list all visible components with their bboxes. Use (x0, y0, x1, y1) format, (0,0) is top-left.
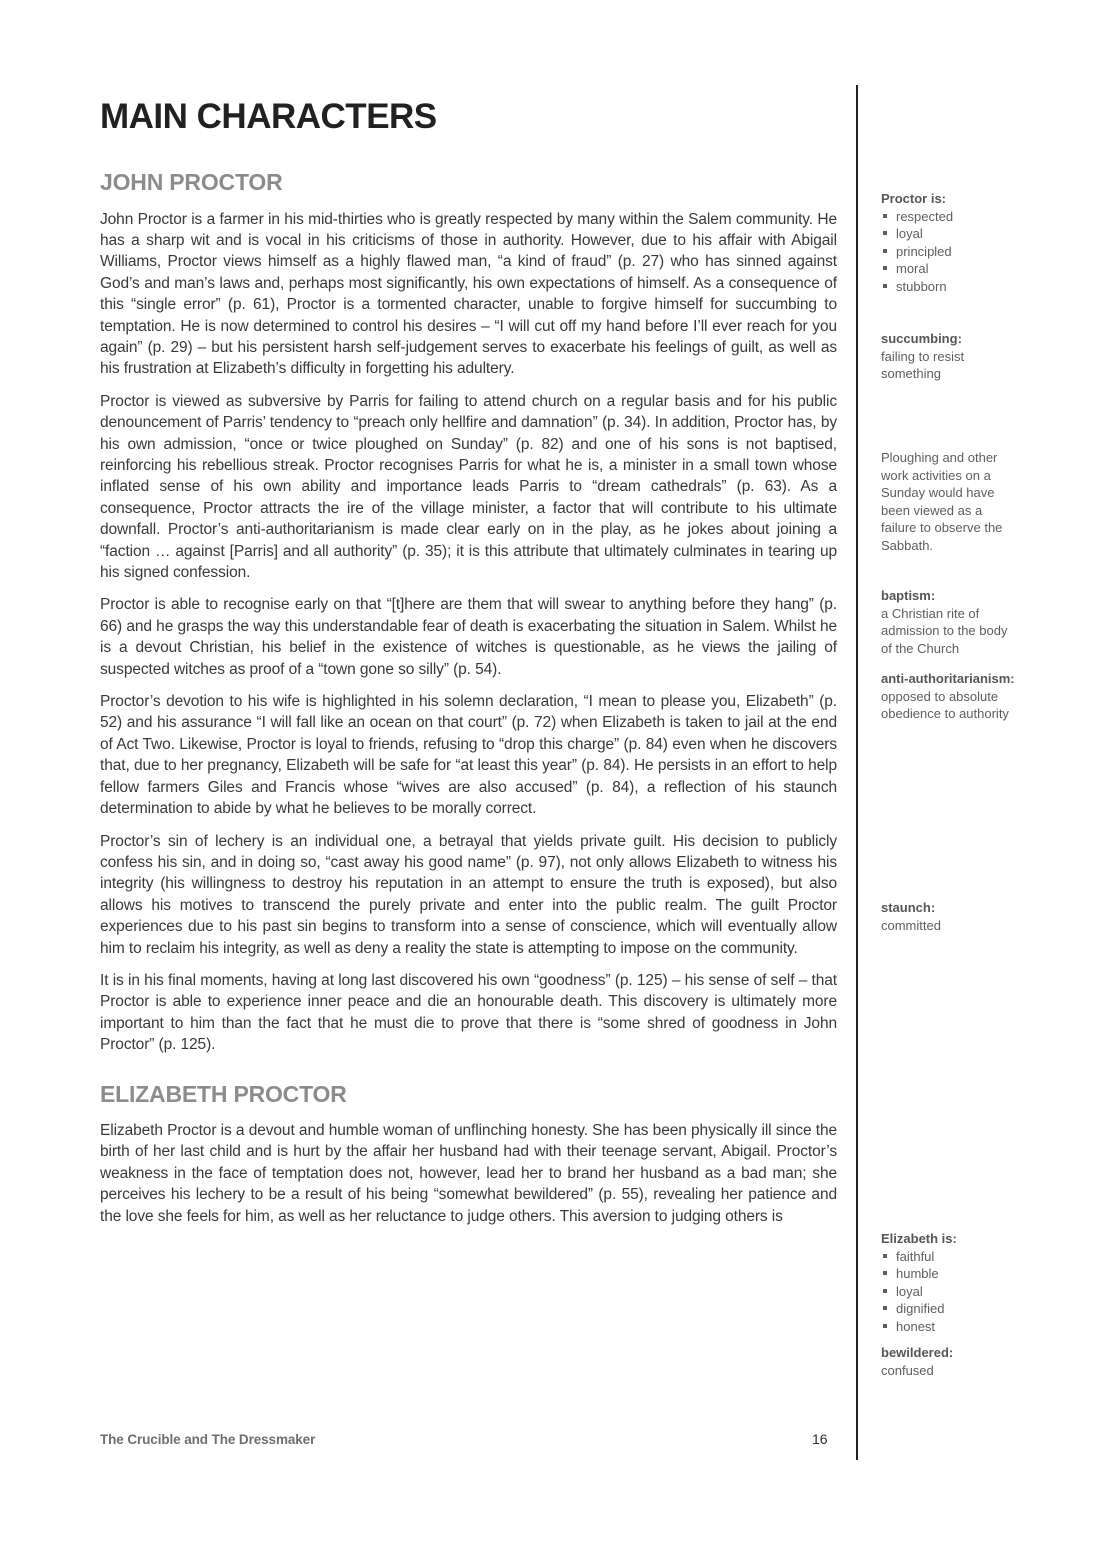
section-elizabeth-proctor (100, 1082, 837, 1227)
margin-note-baptism (881, 587, 1015, 657)
trait-item (881, 278, 1015, 296)
square-bullet-icon (883, 284, 887, 288)
margin-note-elizabeth-traits (881, 1230, 1015, 1335)
square-bullet-icon (883, 1306, 887, 1310)
glossary-definition: opposed to absolute obedience to authority (881, 688, 1009, 721)
vertical-divider-rule (856, 85, 858, 1460)
trait-label: honest (896, 1318, 936, 1334)
square-bullet-icon (883, 249, 887, 253)
trait-item (881, 1283, 1015, 1301)
trait-item (881, 208, 1015, 226)
square-bullet-icon (883, 231, 887, 235)
trait-label: loyal (896, 1283, 923, 1299)
glossary-definition: failing to resist something (881, 348, 965, 381)
paragraph: John Proctor is a farmer in his mid-thirties who is greatly respected by many within the Salem community. He has a sharp wit and is vocal in his criticisms of those in authority. However, due to his affair with Abigail Williams, Proctor views himself as a highly flawed man, “a kind of fraud” (p. 27) who has sinned against God’s and man’s laws and, perhaps most significantly, his own expectations of himself. As a consequence of this “single error” (p. 61), Proctor is a tormented character, unable to forgive himself for succumbing to temptation. He is now determined to control his desires – “I will cut off my hand before I’ll ever reach for you again” (p. 29) – but his persistent harsh self-judgement serves to exacerbate his feelings of guilt, as well as his frustration at Elizabeth’s difficulty in forgetting his adultery. (100, 210, 837, 378)
trait-label: respected (896, 208, 954, 224)
paragraph: Proctor is able to recognise early on that “[t]here are them that will swear to anything before they hang” (p. 66) and he grasps the way this understandable fear of death is exacerbating the situation in Salem. Whilst he is a devout Christian, his belief in the existence of witches is questionable, as he views the jailing of suspected witches as proof of a “town gone so silly” (p. 54). (100, 596, 837, 678)
trait-item (881, 225, 1015, 243)
glossary-definition: confused (881, 1362, 934, 1378)
traits-heading: Elizabeth is: (881, 1231, 957, 1246)
section-john-proctor (100, 170, 837, 1055)
margin-note-succumbing (881, 330, 1015, 383)
traits-list (881, 208, 1015, 296)
trait-label: dignified (896, 1301, 945, 1316)
trait-item (881, 1248, 1015, 1266)
trait-item (881, 1265, 1015, 1283)
square-bullet-icon (883, 1324, 887, 1328)
paragraph: It is in his final moments, having at long last discovered his own “goodness” (p. 125) – his sense of self – that Proctor is able to experience inner peace and die an honourable death. This discovery is ultimately more important to him than the fact that he must die to prove that there is “some shred of goodness in John Proctor” (p. 125). (100, 971, 837, 1054)
glossary-term: anti-authoritarianism: (881, 671, 1015, 686)
glossary-term: bewildered: (881, 1345, 954, 1360)
margin-note-staunch (881, 899, 1015, 934)
traits-list (881, 1248, 1015, 1336)
margin-note-ploughing (881, 449, 1015, 554)
trait-label: faithful (896, 1248, 935, 1264)
trait-label: stubborn (896, 278, 947, 294)
trait-item (881, 1318, 1015, 1336)
main-text-column (100, 0, 837, 1227)
square-bullet-icon (883, 266, 887, 270)
glossary-term: baptism: (881, 588, 936, 603)
trait-label: principled (896, 243, 952, 259)
square-bullet-icon (883, 1271, 887, 1275)
glossary-definition: committed (881, 917, 941, 933)
glossary-term: staunch: (881, 900, 936, 915)
section-heading-elizabeth-proctor: ELIZABETH PROCTOR (100, 1080, 347, 1107)
paragraph: Proctor’s sin of lechery is an individual one, a betrayal that yields private guilt. His decision to publicly confess his sin, and in doing so, “cast away his good name” (p. 97), not only allows Elizabeth to witness his integrity (his willingness to destroy his reputation in an attempt to ensure the truth is exposed), but also allows his motives to transcend the purely private and enter into the public realm. The guilt Proctor experiences due to his past sin begins to transform into a sense of conscience, which will eventually allow him to reclaim his integrity, as well as deny a reality the state is attempting to impose on the community. (100, 832, 837, 957)
trait-label: moral (896, 261, 929, 276)
footer-page-number: 16 (812, 1431, 828, 1447)
square-bullet-icon (883, 214, 887, 218)
margin-note-bewildered (881, 1344, 1015, 1379)
margin-note-proctor-traits (881, 190, 1015, 295)
glossary-term: succumbing: (881, 331, 962, 346)
page-title: MAIN CHARACTERS (100, 97, 437, 136)
trait-item (881, 1300, 1015, 1318)
paragraph: Elizabeth Proctor is a devout and humble woman of unflinching honesty. She has been physically ill since the birth of her last child and is hurt by the affair her husband had with their teenage servant, Abigail. Proctor’s weakness in the face of temptation does not, however, lead her to brand her husband as a bad man; she perceives his lechery to be a result of his being “somewhat bewildered” (p. 55), revealing her patience and the love she feels for him, as well as her reluctance to judge others. This aversion to judging others is (100, 1121, 837, 1225)
square-bullet-icon (883, 1289, 887, 1293)
margin-note-text: Ploughing and other work activities on a Sunday would have been viewed as a failure to observe the Sabbath. (881, 450, 1003, 553)
footer-book-title: The Crucible and The Dressmaker (100, 1432, 316, 1447)
trait-item (881, 243, 1015, 261)
glossary-definition: a Christian rite of admission to the body of the Church (881, 605, 1008, 656)
traits-heading: Proctor is: (881, 191, 947, 206)
section-heading-john-proctor: JOHN PROCTOR (100, 169, 283, 196)
paragraph: Proctor is viewed as subversive by Parris for failing to attend church on a regular basis and for his public denouncement of Parris’ tendency to “preach only hellfire and damnation” (p. 34). In addition, Proctor has, by his own admission, “once or twice ploughed on Sunday” (p. 82) and one of his sons is not baptised, reinforcing his rebellious streak. Proctor recognises Parris for what he is, a minister in a small town whose inflated sense of his own ability and importance leads Parris to “dream cathedrals” (p. 63). As a consequence, Proctor attracts the ire of the village minister, a factor that will contribute to his ultimate downfall. Proctor’s anti-authoritarianism is made clear early on in the play, as he jokes about joining a “faction … against [Parris] and all authority” (p. 35); it is this attribute that ultimately culminates in tearing up his signed confession. (100, 392, 837, 582)
trait-label: loyal (896, 226, 923, 241)
square-bullet-icon (883, 1254, 887, 1258)
trait-item (881, 260, 1015, 278)
trait-label: humble (896, 1266, 939, 1281)
paragraph: Proctor’s devotion to his wife is highlighted in his solemn declaration, “I mean to please you, Elizabeth” (p. 52) and his assurance “I will fall like an ocean on that court” (p. 72) when Elizabeth is taken to jail at the end of Act Two. Likewise, Proctor is loyal to friends, refusing to “drop this charge” (p. 84) even when he discovers that, due to her pregnancy, Elizabeth will be safe for “at least this year” (p. 84). He persists in an effort to help fellow farmers Giles and Francis whose “wives are also accused” (p. 84), a reflection of his staunch determination to abide by what he believes to be morally correct. (100, 693, 837, 818)
margin-note-anti-authoritarianism (881, 670, 1015, 723)
